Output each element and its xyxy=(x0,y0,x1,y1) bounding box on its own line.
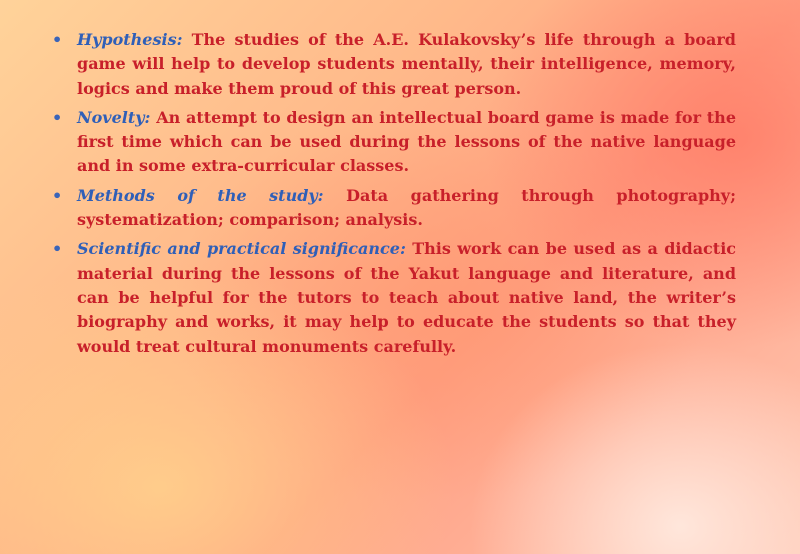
bullet-term: Hypothesis: xyxy=(77,30,183,49)
bullet-text: This work can be used as a didactic material during the lessons of the Yakut language and literature, and can be helpful for the tutors to teach about native land, the writer’s biography and works, it may help to educate the students so that they would treat cultural monuments carefully. xyxy=(77,239,737,356)
bullet-dot-icon: • xyxy=(52,239,63,259)
bullet-term: Novelty: xyxy=(77,107,151,127)
bullet-text: Data gathering through photography; systematization; comparison; analysis. xyxy=(77,185,736,230)
bullet-dot-icon: • xyxy=(52,107,63,127)
bullet-item-significance xyxy=(52,237,736,358)
bullet-list xyxy=(52,28,736,359)
bullet-text: An attempt to design an intellectual board game is made for the first time which can be used during the lessons of the native language and in some extra-curricular classes. xyxy=(77,107,736,176)
bullet-dot-icon: • xyxy=(52,185,63,205)
bullet-term: Methods of the study: xyxy=(77,185,324,205)
bullet-text: The studies of the A.E. Kulakovsky’s life through a board game will help to develop students mentally, their intelligence, memory, logics and make them proud of this great person. xyxy=(77,30,736,98)
slide-content xyxy=(52,28,736,364)
bullet-item-methods xyxy=(52,184,736,233)
bullet-dot-icon: • xyxy=(52,30,63,49)
bullet-item-novelty xyxy=(52,106,736,179)
bullet-item-hypothesis xyxy=(52,28,736,101)
bullet-term: Scientific and practical significance: xyxy=(77,239,406,259)
